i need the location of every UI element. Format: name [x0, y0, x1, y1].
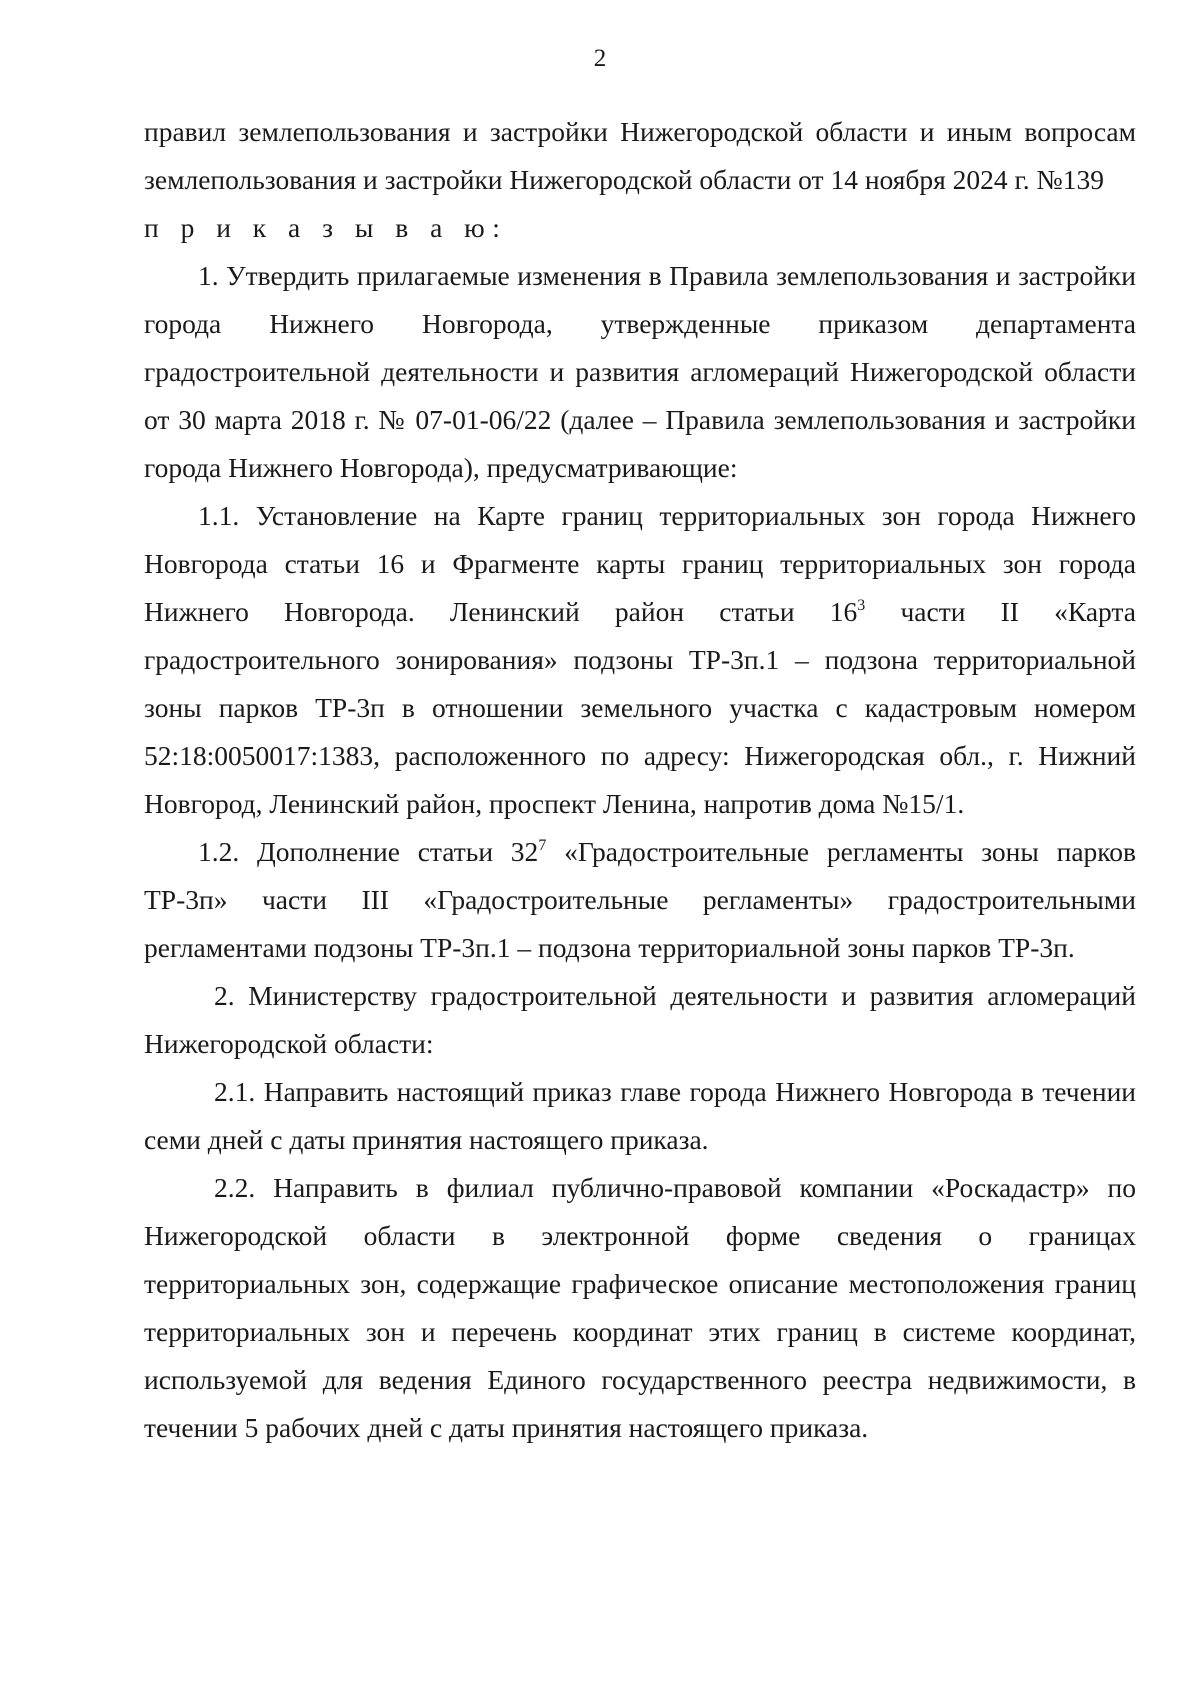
paragraph-1-2-text-b: «Градостроительные регламенты зоны парков ТР-3п» части III «Градостроительные регламенты» градостроительными регламентами подзоны ТР-3п.1 – подзона территориальной зоны парков ТР-3п.: [144, 836, 1136, 963]
intro-paragraph: правил землепользования и застройки Нижегородской области и иным вопросам землепользования и застройки Нижегородской области от 14 ноября 2024 г. №139: [144, 116, 1136, 195]
paragraph-2-2: 2.2. Направить в филиал публично-правовой компании «Роскадастр» по Нижегородской области в электронной форме сведения о границах территориальных зон, содержащие графическое описание местоположения границ территориальных зон и перечень координат этих границ в системе координат, используемой для ведения Единого государственного реестра недвижимости, в течении 5 рабочих дней с даты принятия настоящего приказа.: [144, 1172, 1136, 1443]
paragraph-1-1-text-b: части II «Карта градостроительного зонирования» подзоны ТР-3п.1 – подзона территориальной зоны парков ТР-3п в отношении земельного участка с кадастровым номером 52:18:0050017:1383, расположенного по адресу: Нижегородская обл., г. Нижний Новгород, Ленинский район, проспект Ленина, напротив дома №15/1.: [144, 596, 1136, 819]
paragraph-1-1-text-a: 1.1. Установление на Карте границ территориальных зон города Нижнего Новгорода статьи 16 и Фрагменте карты границ территориальных зон города Нижнего Новгорода. Ленинский район статьи 16: [144, 500, 1136, 627]
paragraph-1-2: [144, 828, 1136, 972]
page-number: 2: [593, 45, 607, 72]
paragraph-1-2-superscript: 7: [538, 837, 547, 854]
paragraph-2-1: 2.1. Направить настоящий приказ главе города Нижнего Новгорода в течении семи дней с даты принятия настоящего приказа.: [144, 1076, 1136, 1155]
document-body: [144, 108, 1136, 1452]
paragraph-2: 2. Министерству градостроительной деятельности и развития агломераций Нижегородской области:: [144, 980, 1136, 1059]
paragraph-1: 1. Утвердить прилагаемые изменения в Правила землепользования и застройки города Нижнего Новгорода, утвержденные приказом департамента градостроительной деятельности и развития агломераций Нижегородской области от 30 марта 2018 г. № 07-01-06/22 (далее – Правила землепользования и застройки города Нижнего Новгорода), предусматривающие:: [144, 260, 1136, 483]
order-word: п р и к а з ы в а ю:: [144, 212, 508, 243]
paragraph-1-2-text-a: 1.2. Дополнение статьи 32: [198, 836, 539, 867]
paragraph-1-1: [144, 492, 1136, 828]
paragraph-1-1-superscript: 3: [857, 597, 866, 614]
